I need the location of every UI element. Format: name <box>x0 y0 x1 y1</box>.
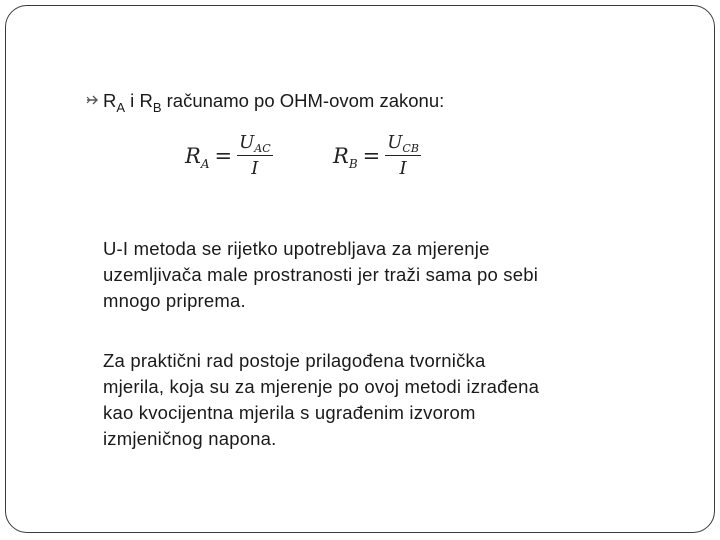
formula-lhs <box>333 143 358 171</box>
paragraph-line: kao kvocijentna mjerila s ugrađenim izvorom <box>103 402 476 423</box>
arrow-bullet-icon <box>86 94 100 106</box>
connector-text: i <box>125 90 140 111</box>
equals-sign: = <box>214 143 233 168</box>
fraction-denominator: I <box>251 158 259 180</box>
fraction-denominator: I <box>399 158 407 180</box>
formula-lhs <box>185 143 210 171</box>
fraction-numerator <box>237 132 273 155</box>
r-b-symbol: R <box>139 90 153 111</box>
paragraph-u-i-method <box>103 236 683 314</box>
formula-lhs-subscript: B <box>348 156 358 171</box>
numerator-subscript: CB <box>402 142 419 155</box>
formula-ra <box>185 132 273 179</box>
bullet-text: računamo po OHM-ovom zakonu: <box>161 90 445 111</box>
numerator-symbol: U <box>239 132 255 153</box>
r-a-subscript: A <box>116 100 126 115</box>
paragraph-line: U-I metoda se rijetko upotrebljava za mjerenje <box>103 238 490 259</box>
r-b-subscript: B <box>152 100 162 115</box>
paragraph-line: izmjeničnog napona. <box>103 428 277 449</box>
paragraph-line: mjerila, koja su za mjerenje po ovoj metodi izrađena <box>103 376 540 397</box>
numerator-symbol: U <box>387 132 403 153</box>
bullet-line <box>86 90 445 115</box>
fraction-numerator <box>385 132 421 155</box>
equals-sign: = <box>362 143 381 168</box>
r-a-symbol: R <box>103 90 117 111</box>
formula-lhs-subscript: A <box>200 156 210 171</box>
paragraph-line: uzemljivača male prostranosti jer traži sama po sebi <box>103 264 539 285</box>
fraction <box>385 132 421 179</box>
paragraph-practical-instruments <box>103 348 683 452</box>
paragraph-line: mnogo priprema. <box>103 290 246 311</box>
formula-rb <box>333 132 421 179</box>
formula-lhs-symbol: R <box>333 143 349 168</box>
formula-lhs-symbol: R <box>185 143 201 168</box>
paragraph-line: Za praktični rad postoje prilagođena tvornička <box>103 350 486 371</box>
fraction <box>237 132 273 179</box>
numerator-subscript: AC <box>254 142 271 155</box>
